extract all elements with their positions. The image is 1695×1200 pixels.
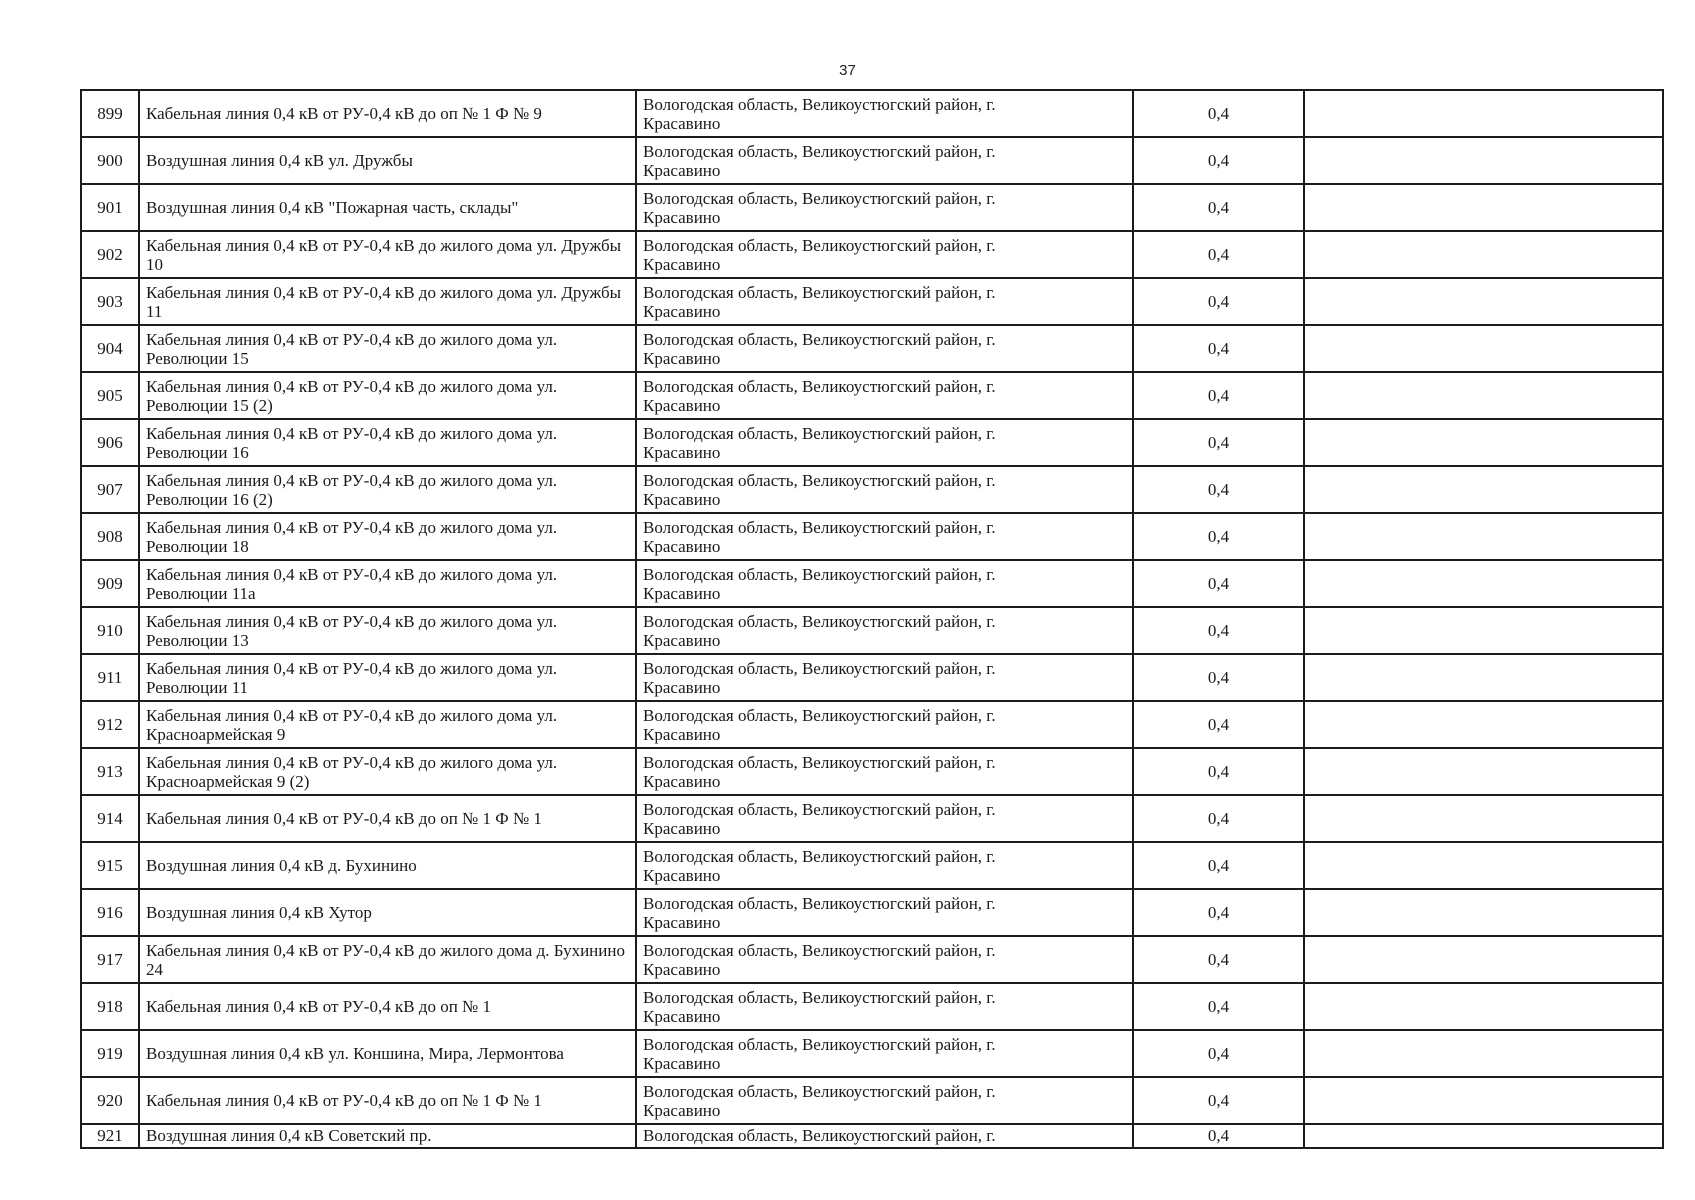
- voltage-value: 0,4: [1133, 372, 1304, 419]
- empty-cell: [1304, 90, 1663, 137]
- empty-cell: [1304, 231, 1663, 278]
- address-line-1: Вологодская область, Великоустюгский район, г.: [643, 987, 996, 1007]
- table-row: [81, 372, 1663, 419]
- row-number: 904: [81, 325, 139, 372]
- table-row: [81, 936, 1663, 983]
- row-number: 908: [81, 513, 139, 560]
- object-address: [636, 842, 1133, 889]
- address-line-1: Вологодская область, Великоустюгский район, г.: [643, 658, 996, 678]
- row-number: 912: [81, 701, 139, 748]
- address-line-2: Красавино: [643, 865, 721, 885]
- object-address: [636, 748, 1133, 795]
- voltage-value: 0,4: [1133, 184, 1304, 231]
- voltage-value: 0,4: [1133, 607, 1304, 654]
- object-name: Кабельная линия 0,4 кВ от РУ-0,4 кВ до жилого дома ул. Революции 16 (2): [139, 466, 636, 513]
- object-address: [636, 231, 1133, 278]
- voltage-value: 0,4: [1133, 654, 1304, 701]
- object-address: [636, 654, 1133, 701]
- voltage-value: 0,4: [1133, 936, 1304, 983]
- object-address: [636, 137, 1133, 184]
- address-line-1: Вологодская область, Великоустюгский район, г.: [643, 188, 996, 208]
- address-line-2: Красавино: [643, 771, 721, 791]
- address-line-2: Красавино: [643, 583, 721, 603]
- address-line-2: Красавино: [643, 1006, 721, 1026]
- registry-body: [81, 90, 1663, 1148]
- row-number: 917: [81, 936, 139, 983]
- empty-cell: [1304, 701, 1663, 748]
- empty-cell: [1304, 372, 1663, 419]
- address-line-1: Вологодская область, Великоустюгский район, г.: [643, 564, 996, 584]
- object-name: Кабельная линия 0,4 кВ от РУ-0,4 кВ до жилого дома ул. Революции 16: [139, 419, 636, 466]
- object-address: [636, 513, 1133, 560]
- row-number: 913: [81, 748, 139, 795]
- table-row: [81, 654, 1663, 701]
- empty-cell: [1304, 325, 1663, 372]
- object-name: Воздушная линия 0,4 кВ д. Бухинино: [139, 842, 636, 889]
- table-row: [81, 795, 1663, 842]
- object-name: Кабельная линия 0,4 кВ от РУ-0,4 кВ до оп № 1 Ф № 9: [139, 90, 636, 137]
- row-number: 915: [81, 842, 139, 889]
- address-line-1: Вологодская область, Великоустюгский район, г.: [643, 470, 996, 490]
- address-line-1: Вологодская область, Великоустюгский район, г.: [643, 282, 996, 302]
- empty-cell: [1304, 748, 1663, 795]
- address-line-2: Красавино: [643, 301, 721, 321]
- table-row: [81, 701, 1663, 748]
- object-name: Кабельная линия 0,4 кВ от РУ-0,4 кВ до жилого дома ул. Красноармейская 9: [139, 701, 636, 748]
- object-address: [636, 983, 1133, 1030]
- row-number: 906: [81, 419, 139, 466]
- row-number: 900: [81, 137, 139, 184]
- address-line-1: Вологодская область, Великоустюгский район, г.: [643, 235, 996, 255]
- object-address: [636, 372, 1133, 419]
- row-number: 911: [81, 654, 139, 701]
- table-row: [81, 560, 1663, 607]
- voltage-value: 0,4: [1133, 231, 1304, 278]
- object-name: Кабельная линия 0,4 кВ от РУ-0,4 кВ до жилого дома ул. Красноармейская 9 (2): [139, 748, 636, 795]
- row-number: 920: [81, 1077, 139, 1124]
- address-line-2: Красавино: [643, 724, 721, 744]
- empty-cell: [1304, 936, 1663, 983]
- row-number: 905: [81, 372, 139, 419]
- address-line-2: Красавино: [643, 1053, 721, 1073]
- object-name: Кабельная линия 0,4 кВ от РУ-0,4 кВ до жилого дома ул. Революции 13: [139, 607, 636, 654]
- address-line-1: Вологодская область, Великоустюгский район, г.: [643, 141, 996, 161]
- address-line-2: Красавино: [643, 959, 721, 979]
- voltage-value: 0,4: [1133, 278, 1304, 325]
- voltage-value: 0,4: [1133, 889, 1304, 936]
- address-line-2: Красавино: [643, 818, 721, 838]
- table-row: [81, 466, 1663, 513]
- empty-cell: [1304, 1030, 1663, 1077]
- row-number: 914: [81, 795, 139, 842]
- object-name: Кабельная линия 0,4 кВ от РУ-0,4 кВ до жилого дома ул. Дружбы 11: [139, 278, 636, 325]
- empty-cell: [1304, 1124, 1663, 1148]
- object-address: [636, 466, 1133, 513]
- address-line-1: Вологодская область, Великоустюгский район, г.: [643, 752, 996, 772]
- empty-cell: [1304, 137, 1663, 184]
- registry-table: [80, 89, 1664, 1149]
- object-name: Кабельная линия 0,4 кВ от РУ-0,4 кВ до жилого дома ул. Революции 11а: [139, 560, 636, 607]
- voltage-value: 0,4: [1133, 1030, 1304, 1077]
- empty-cell: [1304, 278, 1663, 325]
- empty-cell: [1304, 795, 1663, 842]
- object-address: [636, 90, 1133, 137]
- table-row: [81, 137, 1663, 184]
- address-line-1: Вологодская область, Великоустюгский район, г.: [643, 423, 996, 443]
- empty-cell: [1304, 466, 1663, 513]
- row-number: 902: [81, 231, 139, 278]
- voltage-value: 0,4: [1133, 983, 1304, 1030]
- address-line-1: Вологодская область, Великоустюгский район, г.: [643, 329, 996, 349]
- address-line-1: Вологодская область, Великоустюгский район, г.: [643, 611, 996, 631]
- address-line-2: Красавино: [643, 348, 721, 368]
- address-line-1: Вологодская область, Великоустюгский район, г.: [643, 94, 996, 114]
- object-name: Кабельная линия 0,4 кВ от РУ-0,4 кВ до жилого дома ул. Революции 15: [139, 325, 636, 372]
- table-row: [81, 889, 1663, 936]
- voltage-value: 0,4: [1133, 325, 1304, 372]
- address-line-1: Вологодская область, Великоустюгский район, г.: [643, 517, 996, 537]
- address-line-2: Красавино: [643, 160, 721, 180]
- address-line-1: Вологодская область, Великоустюгский район, г.: [643, 376, 996, 396]
- address-line-2: Красавино: [643, 207, 721, 227]
- voltage-value: 0,4: [1133, 748, 1304, 795]
- table-row: [81, 419, 1663, 466]
- row-number: 899: [81, 90, 139, 137]
- voltage-value: 0,4: [1133, 90, 1304, 137]
- table-row: [81, 90, 1663, 137]
- empty-cell: [1304, 184, 1663, 231]
- empty-cell: [1304, 607, 1663, 654]
- table-row: [81, 983, 1663, 1030]
- row-number: 916: [81, 889, 139, 936]
- address-line-2: Красавино: [643, 254, 721, 274]
- object-name: Кабельная линия 0,4 кВ от РУ-0,4 кВ до жилого дома ул. Революции 15 (2): [139, 372, 636, 419]
- empty-cell: [1304, 983, 1663, 1030]
- address-line-1: Вологодская область, Великоустюгский район, г.: [643, 940, 996, 960]
- address-line-1: Вологодская область, Великоустюгский район, г.: [643, 799, 996, 819]
- address-line-2: Красавино: [643, 536, 721, 556]
- address-line-2: Красавино: [643, 113, 721, 133]
- object-name: Кабельная линия 0,4 кВ от РУ-0,4 кВ до жилого дома д. Бухинино 24: [139, 936, 636, 983]
- address-line-1: Вологодская область, Великоустюгский район, г.: [643, 1034, 996, 1054]
- voltage-value: 0,4: [1133, 513, 1304, 560]
- object-name: Воздушная линия 0,4 кВ ул. Коншина, Мира, Лермонтова: [139, 1030, 636, 1077]
- table-row: [81, 278, 1663, 325]
- voltage-value: 0,4: [1133, 466, 1304, 513]
- row-number: 918: [81, 983, 139, 1030]
- object-address: [636, 419, 1133, 466]
- object-address: [636, 1077, 1133, 1124]
- table-row: [81, 184, 1663, 231]
- address-line-1: Вологодская область, Великоустюгский район, г.: [643, 846, 996, 866]
- object-address: [636, 278, 1133, 325]
- address-line-2: Красавино: [643, 442, 721, 462]
- row-number: 921: [81, 1124, 139, 1148]
- address-line-1: Вологодская область, Великоустюгский район, г.: [643, 1126, 996, 1145]
- object-name: Воздушная линия 0,4 кВ Советский пр.: [139, 1124, 636, 1148]
- object-address: [636, 560, 1133, 607]
- row-number: 907: [81, 466, 139, 513]
- empty-cell: [1304, 419, 1663, 466]
- table-row: [81, 1030, 1663, 1077]
- voltage-value: 0,4: [1133, 560, 1304, 607]
- object-name: Воздушная линия 0,4 кВ ул. Дружбы: [139, 137, 636, 184]
- voltage-value: 0,4: [1133, 1077, 1304, 1124]
- address-line-2: Красавино: [643, 395, 721, 415]
- address-line-2: Красавино: [643, 630, 721, 650]
- empty-cell: [1304, 513, 1663, 560]
- voltage-value: 0,4: [1133, 1124, 1304, 1148]
- object-address: [636, 607, 1133, 654]
- address-line-1: Вологодская область, Великоустюгский район, г.: [643, 705, 996, 725]
- address-line-2: Красавино: [643, 912, 721, 932]
- empty-cell: [1304, 654, 1663, 701]
- row-number: 910: [81, 607, 139, 654]
- address-line-2: Красавино: [643, 677, 721, 697]
- object-address: [636, 936, 1133, 983]
- table-row: [81, 1077, 1663, 1124]
- object-name: Кабельная линия 0,4 кВ от РУ-0,4 кВ до жилого дома ул. Революции 11: [139, 654, 636, 701]
- address-line-2: Красавино: [643, 1100, 721, 1120]
- object-address: [636, 795, 1133, 842]
- object-name: Кабельная линия 0,4 кВ от РУ-0,4 кВ до оп № 1 Ф № 1: [139, 795, 636, 842]
- object-address: [636, 701, 1133, 748]
- table-row: [81, 513, 1663, 560]
- object-name: Воздушная линия 0,4 кВ "Пожарная часть, склады": [139, 184, 636, 231]
- object-name: Кабельная линия 0,4 кВ от РУ-0,4 кВ до оп № 1: [139, 983, 636, 1030]
- empty-cell: [1304, 842, 1663, 889]
- row-number: 901: [81, 184, 139, 231]
- object-address: [636, 889, 1133, 936]
- object-address: [636, 325, 1133, 372]
- object-name: Воздушная линия 0,4 кВ Хутор: [139, 889, 636, 936]
- table-row: [81, 607, 1663, 654]
- table-row: [81, 325, 1663, 372]
- voltage-value: 0,4: [1133, 419, 1304, 466]
- table-row: [81, 231, 1663, 278]
- voltage-value: 0,4: [1133, 137, 1304, 184]
- voltage-value: 0,4: [1133, 795, 1304, 842]
- address-line-2: Красавино: [643, 489, 721, 509]
- address-line-1: Вологодская область, Великоустюгский район, г.: [643, 893, 996, 913]
- row-number: 909: [81, 560, 139, 607]
- object-name: Кабельная линия 0,4 кВ от РУ-0,4 кВ до жилого дома ул. Революции 18: [139, 513, 636, 560]
- object-address: [636, 1030, 1133, 1077]
- empty-cell: [1304, 1077, 1663, 1124]
- row-number: 903: [81, 278, 139, 325]
- object-address: [636, 184, 1133, 231]
- page-number: 37: [839, 62, 856, 79]
- empty-cell: [1304, 560, 1663, 607]
- voltage-value: 0,4: [1133, 701, 1304, 748]
- table-row: [81, 748, 1663, 795]
- table-row: [81, 842, 1663, 889]
- row-number: 919: [81, 1030, 139, 1077]
- table-row: [81, 1124, 1663, 1148]
- address-line-1: Вологодская область, Великоустюгский район, г.: [643, 1081, 996, 1101]
- voltage-value: 0,4: [1133, 842, 1304, 889]
- object-name: Кабельная линия 0,4 кВ от РУ-0,4 кВ до жилого дома ул. Дружбы 10: [139, 231, 636, 278]
- empty-cell: [1304, 889, 1663, 936]
- object-name: Кабельная линия 0,4 кВ от РУ-0,4 кВ до оп № 1 Ф № 1: [139, 1077, 636, 1124]
- object-address: [636, 1124, 1133, 1148]
